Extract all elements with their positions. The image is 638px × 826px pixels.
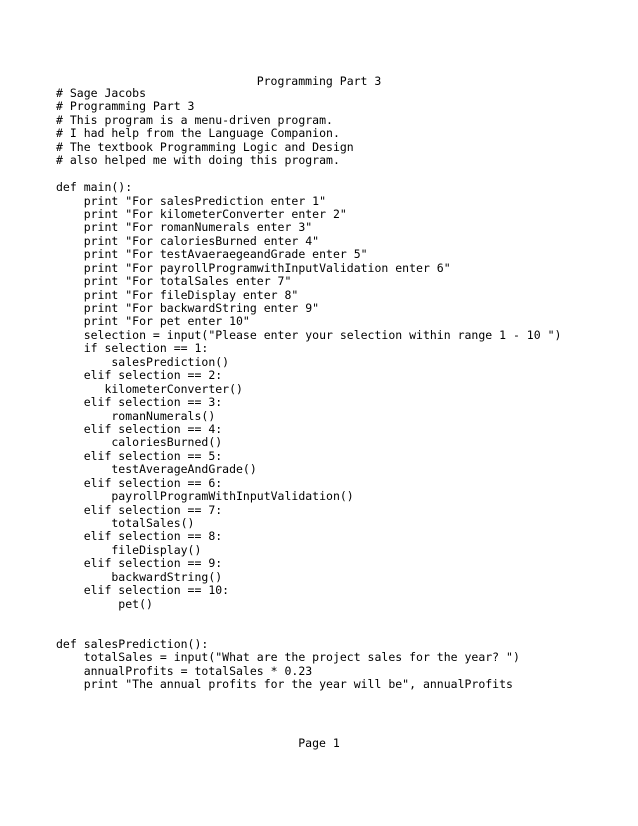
code-line bbox=[56, 625, 626, 638]
code-line: def main(): bbox=[56, 180, 133, 195]
code-line: print "For fileDisplay enter 8" bbox=[56, 287, 299, 302]
code-line: backwardString() bbox=[56, 569, 223, 584]
page-number: Page 1 bbox=[298, 736, 340, 750]
code-line: totalSales() bbox=[56, 516, 195, 530]
code-line: if selection == 1: bbox=[56, 341, 209, 356]
code-line: totalSales = input("What are the project sales for the year? ") bbox=[56, 650, 520, 665]
page-title: Programming Part 3 bbox=[256, 74, 382, 88]
code-line: elif selection == 4: bbox=[56, 421, 223, 436]
code-line: kilometerConverter() bbox=[56, 381, 243, 396]
code-line: # The textbook Programming Logic and Design bbox=[56, 139, 354, 154]
code-line: elif selection == 9: bbox=[56, 556, 223, 571]
code-line: print "For pet enter 10" bbox=[56, 314, 250, 329]
code-line: payrollProgramWithInputValidation() bbox=[56, 489, 354, 504]
code-line: pet() bbox=[56, 596, 153, 611]
code-line: salesPrediction() bbox=[56, 354, 230, 369]
code-line: # This program is a menu-driven program. bbox=[56, 112, 333, 127]
code-line: print "For totalSales enter 7" bbox=[56, 274, 292, 289]
code-line: elif selection == 8: bbox=[56, 529, 223, 544]
code-line: romanNumerals() bbox=[56, 408, 216, 423]
code-line: print "For testAvaeraegeandGrade enter 5" bbox=[56, 247, 368, 262]
code-line: def salesPrediction(): bbox=[56, 636, 209, 651]
code-line bbox=[56, 611, 626, 624]
code-line: print "For romanNumerals enter 3" bbox=[56, 220, 313, 235]
code-line: print "For kilometerConverter enter 2" bbox=[56, 206, 347, 221]
code-line: elif selection == 3: bbox=[56, 395, 223, 410]
code-line: testAverageAndGrade() bbox=[56, 462, 257, 477]
code-line: elif selection == 2: bbox=[56, 368, 223, 383]
code-line: print "For salesPrediction enter 1" bbox=[56, 193, 327, 208]
code-line: print "The annual profits for the year will be", annualProfits bbox=[56, 677, 513, 692]
code-line: # also helped me with doing this program. bbox=[56, 153, 340, 168]
code-line: annualProfits = totalSales * 0.23 bbox=[56, 663, 313, 678]
code-line: elif selection == 6: bbox=[56, 475, 223, 490]
code-line: elif selection == 10: bbox=[56, 583, 230, 598]
code-line: elif selection == 5: bbox=[56, 448, 223, 463]
code-line: # I had help from the Language Companion. bbox=[56, 126, 340, 141]
code-line: caloriesBurned() bbox=[56, 435, 223, 450]
code-line: fileDisplay() bbox=[56, 542, 202, 557]
code-line: selection = input("Please enter your selection within range 1 - 10 ") bbox=[56, 327, 562, 342]
code-line: print "For backwardString enter 9" bbox=[56, 301, 320, 315]
code-line: # Sage Jacobs bbox=[56, 86, 147, 100]
code-line: elif selection == 7: bbox=[56, 502, 223, 517]
code-line: print "For payrollProgramwithInputValidation enter 6" bbox=[56, 260, 451, 275]
code-line: print "For caloriesBurned enter 4" bbox=[56, 233, 320, 248]
code-listing bbox=[56, 87, 626, 692]
code-line: # Programming Part 3 bbox=[56, 99, 195, 114]
code-line bbox=[56, 168, 626, 181]
